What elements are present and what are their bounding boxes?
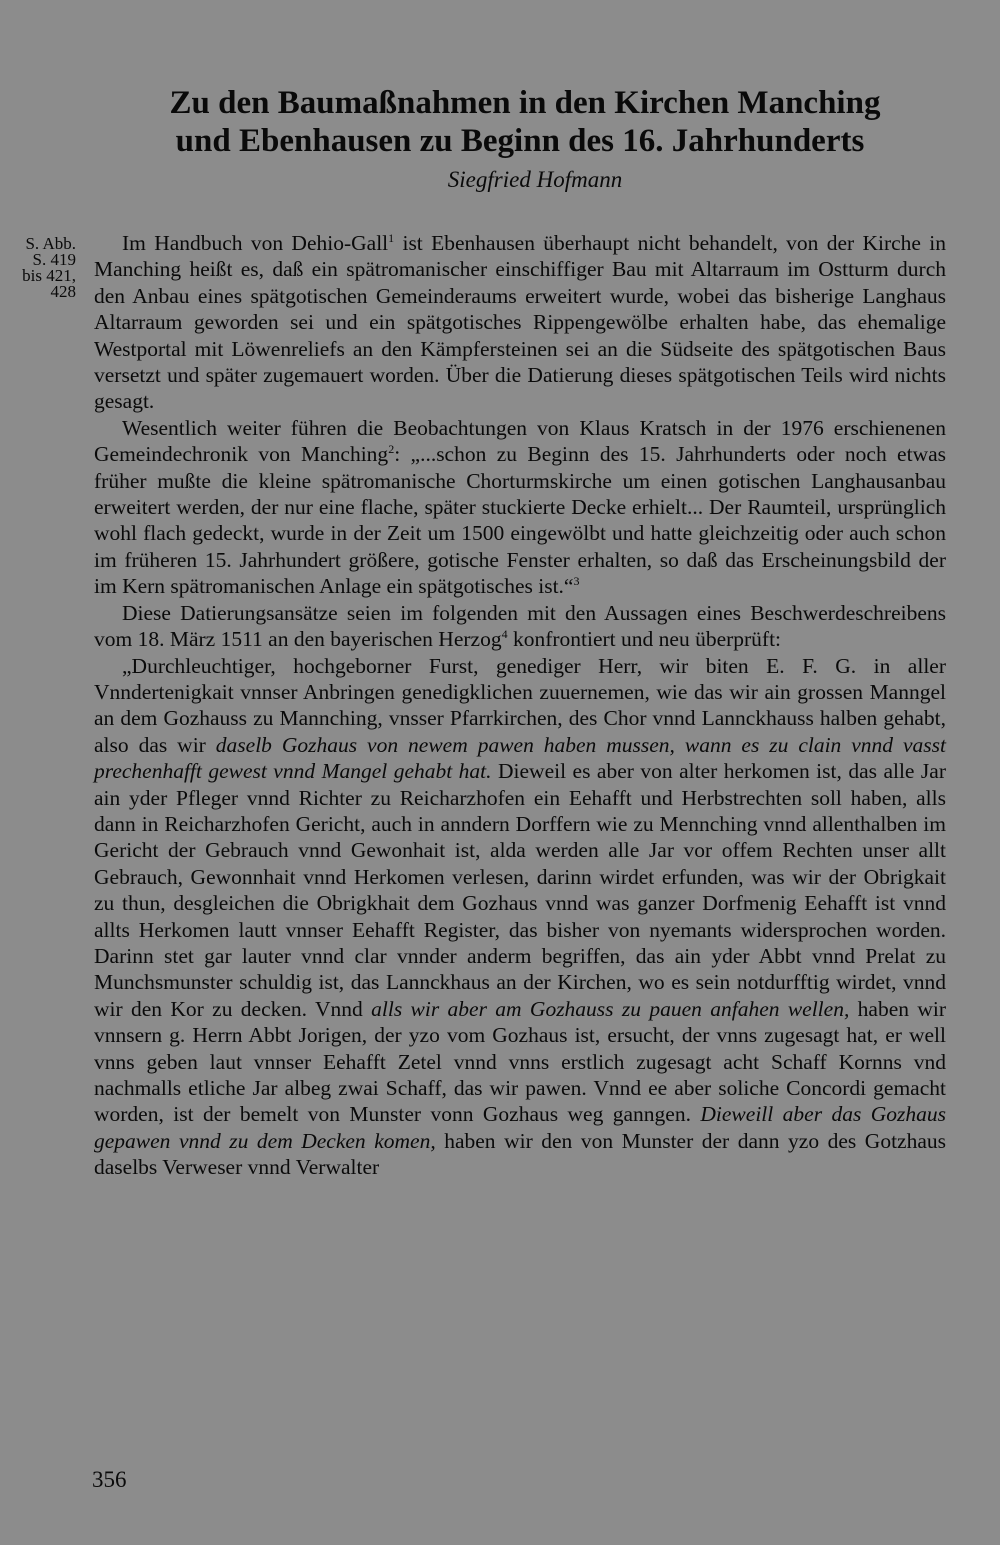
italic-run: daselb Gozhaus von newem pawen haben mussen, wann es zu clain vnnd vasst prechenhafft gewest vnnd Mangel gehabt hat. [94, 732, 946, 784]
quotation-paragraph [94, 653, 946, 1181]
footnote-ref: 4 [501, 626, 508, 641]
italic-run: alls wir aber am Gozhauss zu pauen anfahen wellen, [371, 996, 850, 1021]
text-run: Diese Datierungsansätze seien im folgenden mit den Aussagen eines Beschwerdeschreibens vom 18. März 1511 an den bayerischen Herzog [94, 600, 946, 652]
marginal-note-line: 428 [50, 282, 76, 301]
text-run: haben wir den von Munster der dann yzo des Gotzhaus daselbs Verweser vnnd Verwalter [94, 1128, 946, 1180]
text-run: ist Ebenhausen überhaupt nicht behandelt, von der Kirche in Manching heißt es, daß ein spätromanischer einschiffiger Bau mit Altarraum im Ostturm durch den Anbau eines spätgotischen Gemeinderaums erweitert wurde, wobei das bisherige Langhaus Altarraum geworden sei und ein spätgotisches Rippengewölbe erhalten habe, das ehemalige Westportal mit Löwenreliefs an den Kämpfersteinen sei an die Südseite des spätgotischen Baus versetzt und später zugemauert worden. Über die Datierung dieses spätgotischen Teils wird nichts gesagt. [94, 231, 946, 414]
title-line-1: Zu den Baumaßnahmen in den Kirchen Manching [169, 85, 881, 121]
italic-run: Dieweill aber das Gozhaus gepawen vnnd zu dem Decken komen, [94, 1102, 946, 1153]
text-run: konfrontiert und neu überprüft: [507, 627, 782, 652]
article-title [0, 84, 1000, 160]
text-run: Wesentlich weiter führen die Beobachtungen von Klaus Kratsch in der 1976 erschienenen Gemeindechronik von Manching [94, 415, 946, 467]
text-run: Dieweil es aber von alter herkomen ist, das alle Jar ain yder Pfleger vnnd Richter zu Reicharzhofen ein Eehafft und Herbstrechten soll haben, alls dann in Reicharzhofen Gericht, auch in anndern Dorffern wie zu Mennching vnnd allenthalben im Gericht der Gebrauch vnnd Gewonhait ist, alda werden alle Jar vor offem Rechten unser allt Gebrauch, Gewonnhait vnnd Herkomen verlesen, darinn wirdet erfunden, was wir der Obrigkait zu thun, desgleichen die Obrigkhait dem Gozhaus vnnd was ganzer Dorfmenig Eehafft ist vnnd allts Herkomen lautt vnnser Eehafft Register, das bisher von nyemants widersprochen worden. Darinn stet gar lauter vnnd clar vnnder anderm begriffen, das ain yder Abbt vnnd Prelat zu Munchsmunster schuldig ist, das Lannckhaus an der Kirchen, wo es sein notdurfftig wirdet, vnnd wir den Kor zu decken. Vnnd [94, 759, 947, 1021]
text-run: : „...schon zu Beginn des 15. Jahrhunderts oder noch etwas früher mußte die kleine spätromanische Chorturmskirche um einen gotischen Langhausanbau erweitert werden, der nur eine flache, später stuckierte Decke erhielt... Der Raumteil, ursprünglich wohl flach gedeckt, wurde in der Zeit um 1500 eingewölbt und hatte gleichzeitig oder auch schon im früheren 15. Jahrhundert größere, gotische Fenster erhalten, so daß das Erscheinungsbild der im Kern spätromanischen Anlage ein spätgotisches ist.“ [94, 442, 947, 599]
paragraph-3 [94, 600, 946, 653]
marginal-note-line: S. 419 [32, 250, 76, 269]
text-run: haben wir vnnsern g. Herrn Abbt Jorigen, der yzo vom Gozhaus ist, ersucht, der vnns zugesagt hat, er well vnns geben laut vnnser Eehafft Zetel vnnd vnns erstlich zugesagt acht Schaff Kornns vnd nachmalls etliche Jar albeg zwai Schaff, das wir pawen. Vnnd ee aber soliche Concordi gemacht worden, ist der bemelt von Munster vonn Gozhaus weg ganngen. [94, 996, 947, 1127]
marginal-note-line: S. Abb. [25, 234, 76, 253]
footnote-ref: 2 [388, 442, 395, 457]
marginal-note [4, 236, 76, 300]
footnote-ref: 1 [388, 230, 395, 245]
paragraph-2 [94, 415, 946, 600]
footnote-ref: 3 [573, 574, 580, 589]
page-number: 356 [92, 1467, 127, 1492]
title-line-2: und Ebenhausen zu Beginn des 16. Jahrhunderts [175, 123, 865, 159]
text-run: Im Handbuch von Dehio-Gall [122, 231, 389, 255]
author-name: Siegfried Hofmann [447, 167, 623, 192]
article-body [94, 230, 946, 1181]
text-run: „Durchleuchtiger, hochgeborner Furst, genediger Herr, wir biten E. F. G. in aller Vnndertenigkait vnnser Anbringen genedigklichen zuuernemen, wie das wir ain grossen Manngel an dem Gozhauss zu Mannching, vnsser Pfarrkirchen, des Chor vnnd Lannckhauss halben gehabt, also das wir [94, 653, 946, 757]
paragraph-1 [94, 230, 946, 415]
marginal-note-line: bis 421, [22, 266, 76, 285]
